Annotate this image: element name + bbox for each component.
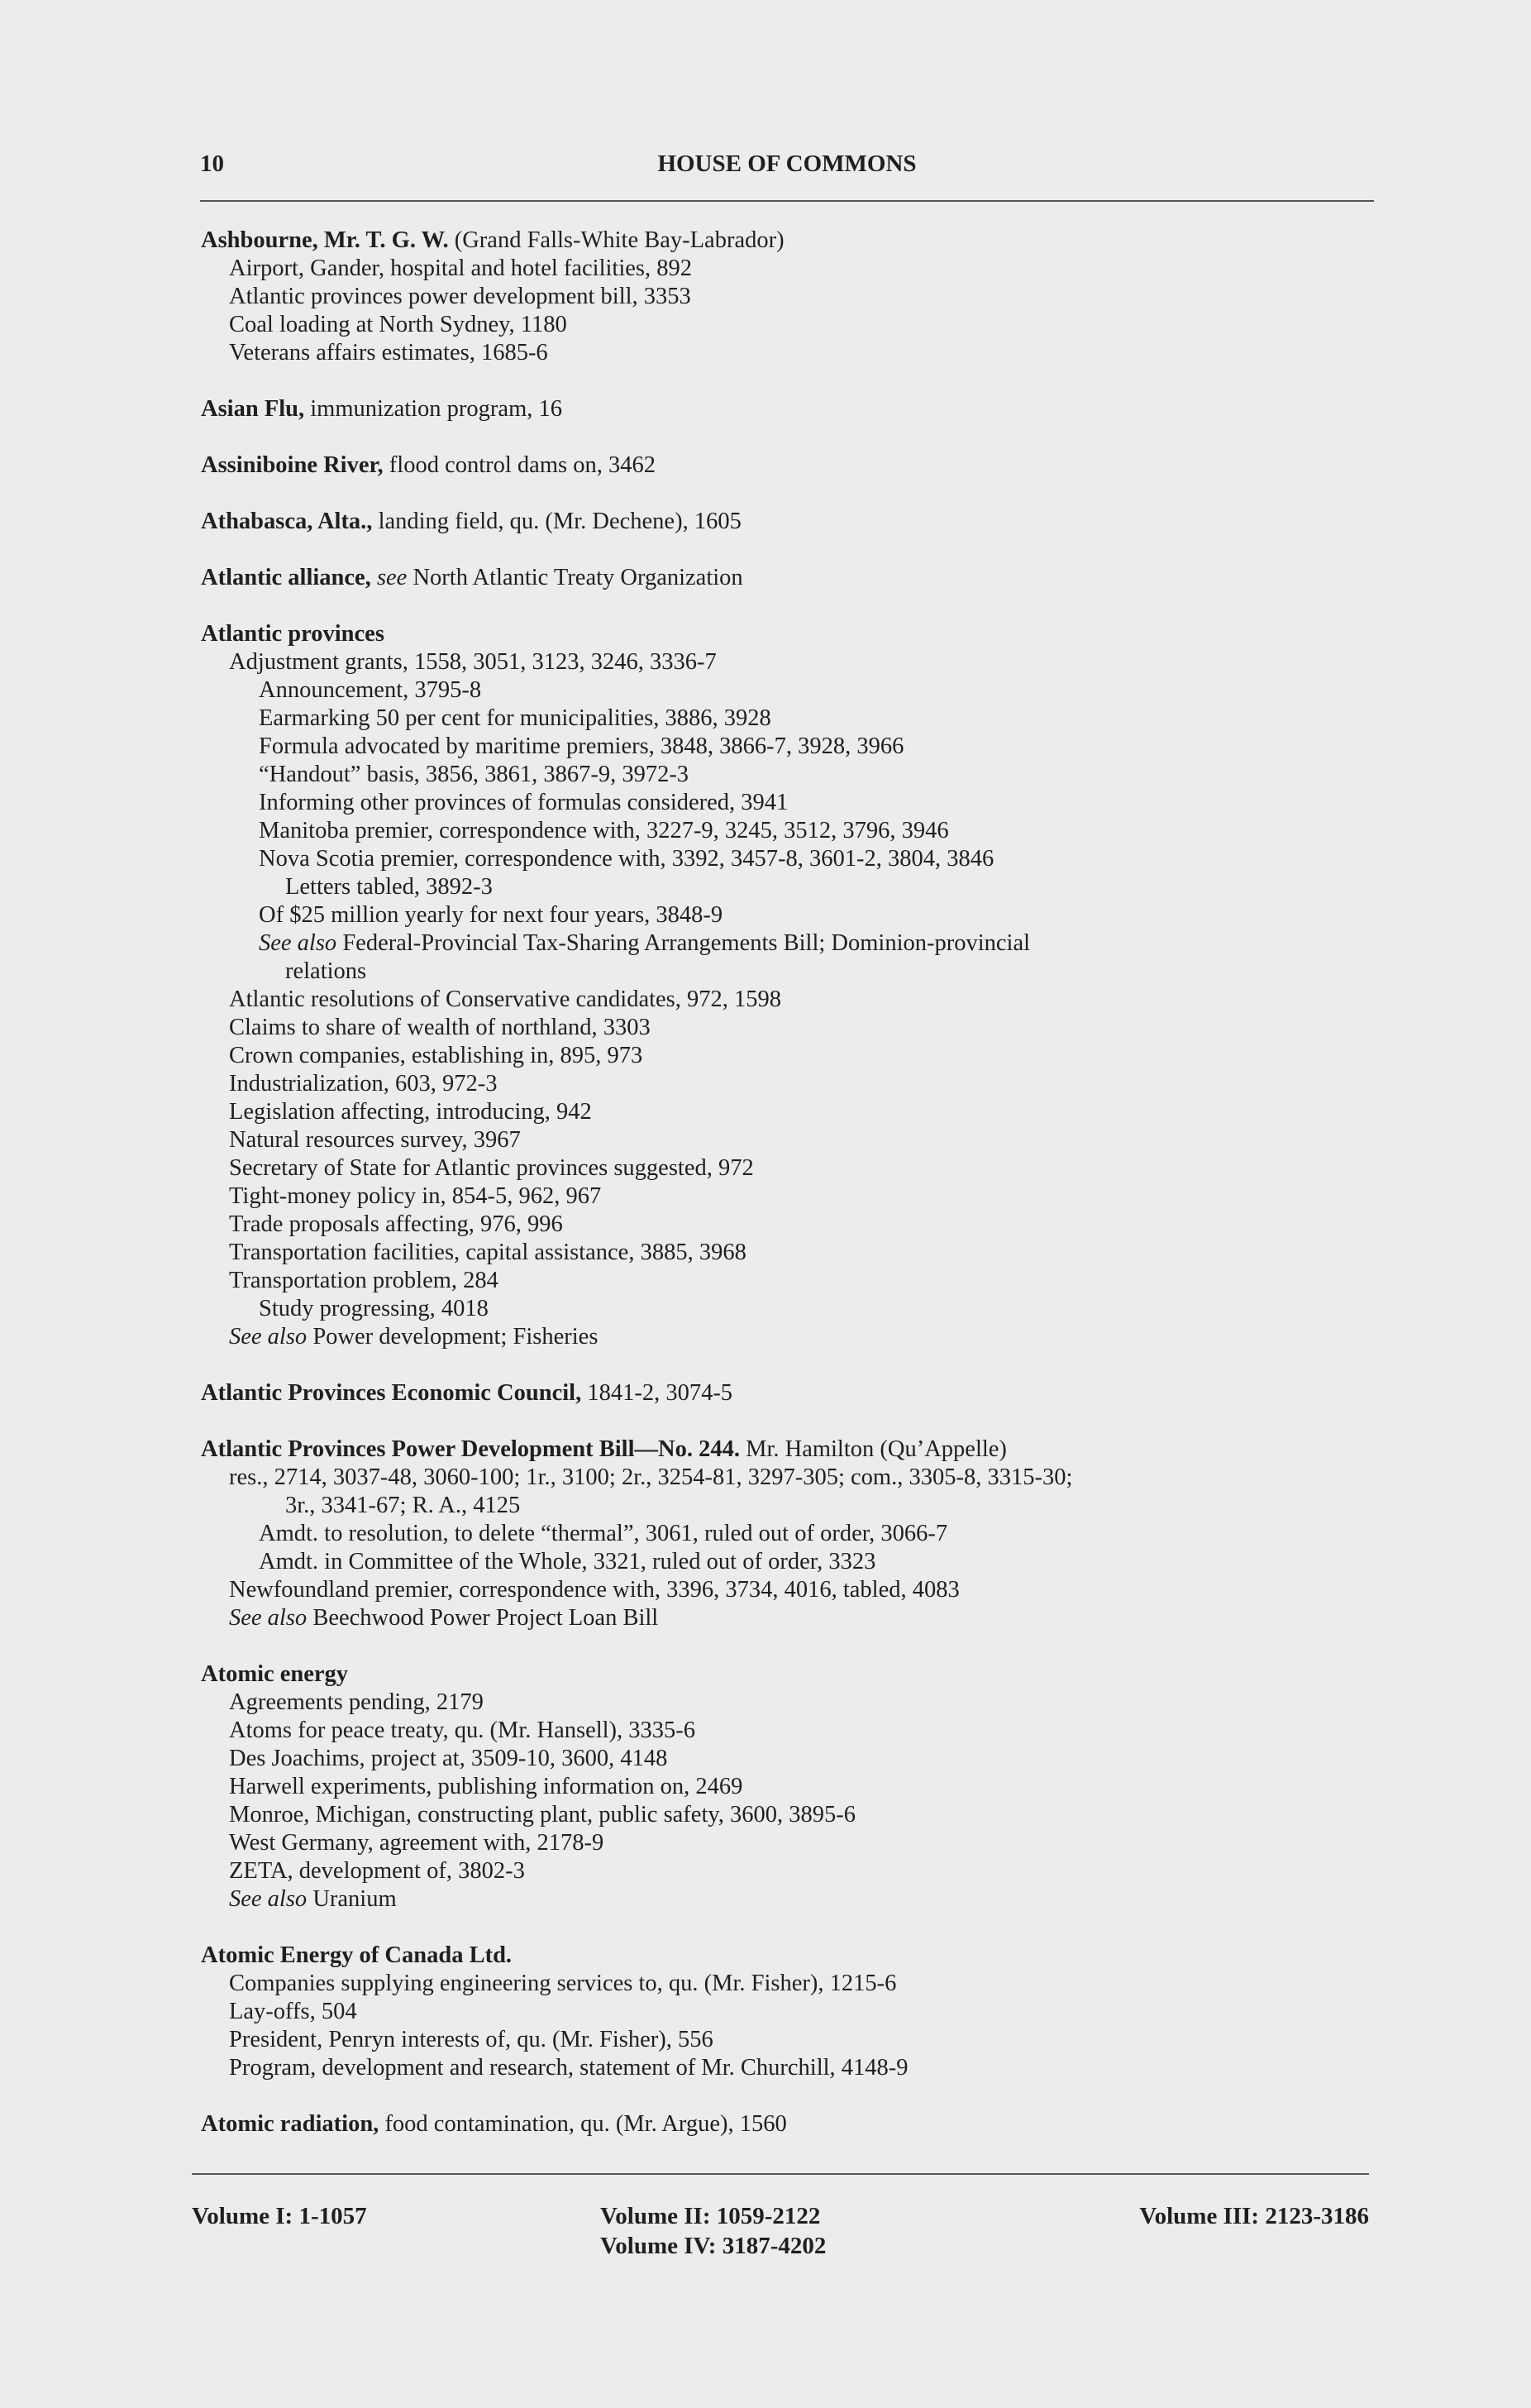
volume-1-range: Volume I: 1-1057 — [192, 2203, 367, 2229]
subentry-line — [201, 789, 1383, 817]
subentry-text: Nova Scotia premier, correspondence with, 3392, 3457-8, 3601-2, 3804, 3846 — [259, 846, 994, 872]
subentry-text: Des Joachims, project at, 3509-10, 3600, 4148 — [229, 1746, 668, 1771]
index-entry — [201, 1436, 1383, 1632]
subentry-line — [201, 2054, 1383, 2082]
entry-heading: Atomic energy — [201, 1661, 349, 1687]
entry-heading: Ashbourne, Mr. T. G. W. — [201, 227, 449, 253]
subentry-text: Amdt. to resolution, to delete “thermal”, 3061, ruled out of order, 3066-7 — [259, 1521, 948, 1546]
entry-heading-detail: flood control dams on, 3462 — [389, 452, 656, 478]
subentry-text: Crown companies, establishing in, 895, 973 — [229, 1043, 643, 1068]
see-also-line — [201, 1885, 1383, 1913]
subentry-line — [201, 283, 1383, 311]
subentry-line — [201, 1211, 1383, 1239]
subentry-text: Program, development and research, statement of Mr. Churchill, 4148-9 — [229, 2055, 909, 2081]
header-rule — [200, 200, 1374, 202]
subentry-text: Airport, Gander, hospital and hotel facilities, 892 — [229, 256, 693, 281]
subentry-line — [201, 873, 1383, 901]
subentry-text: Transportation facilities, capital assistance, 3885, 3968 — [229, 1240, 746, 1265]
subentry-line — [201, 901, 1383, 929]
subentry-text: Beechwood Power Project Loan Bill — [312, 1605, 659, 1631]
subentry-text: Manitoba premier, correspondence with, 3227-9, 3245, 3512, 3796, 3946 — [259, 818, 949, 843]
subentry-line — [201, 1098, 1383, 1126]
entry-heading: Atlantic alliance, — [201, 565, 371, 590]
subentry-line — [201, 1239, 1383, 1267]
entry-heading-line — [201, 1660, 1383, 1689]
subentry-text: Agreements pending, 2179 — [229, 1689, 484, 1715]
subentry-line — [201, 339, 1383, 367]
entry-heading-detail: North Atlantic Treaty Organization — [413, 565, 743, 590]
see-also-label: See also — [229, 1605, 308, 1631]
subentry-text: Natural resources survey, 3967 — [229, 1127, 521, 1153]
subentry-line — [201, 1014, 1383, 1042]
subentry-text: Informing other provinces of formulas considered, 3941 — [259, 790, 789, 815]
subentry-line — [201, 2026, 1383, 2054]
subentry-text: Federal-Provincial Tax-Sharing Arrangements Bill; Dominion-provincial — [342, 930, 1031, 956]
entry-heading-line — [201, 564, 1383, 592]
subentry-text: Letters tabled, 3892-3 — [285, 874, 493, 900]
entry-heading-line — [201, 1379, 1383, 1407]
subentry-text: Trade proposals affecting, 976, 996 — [229, 1211, 563, 1237]
entry-heading-line — [201, 227, 1383, 255]
see-also-line — [201, 929, 1383, 958]
subentry-line — [201, 1464, 1383, 1492]
footer-rule — [192, 2173, 1369, 2175]
subentry-text: Study progressing, 4018 — [259, 1296, 489, 1321]
subentry-text: Monroe, Michigan, constructing plant, public safety, 3600, 3895-6 — [229, 1802, 856, 1828]
subentry-line — [201, 1970, 1383, 1998]
subentry-text: relations — [285, 958, 367, 984]
subentry-text: Atoms for peace treaty, qu. (Mr. Hansell), 3335-6 — [229, 1718, 696, 1743]
subentry-text: Coal loading at North Sydney, 1180 — [229, 312, 567, 337]
running-title: HOUSE OF COMMONS — [657, 150, 917, 177]
subentry-line — [201, 986, 1383, 1014]
subentry-text: Harwell experiments, publishing information on, 2469 — [229, 1774, 743, 1799]
entry-heading: Atlantic provinces — [201, 621, 384, 647]
subentry-text: Lay-offs, 504 — [229, 1999, 357, 2024]
entry-heading-detail: 1841-2, 3074-5 — [587, 1380, 733, 1406]
subentry-text: Atlantic provinces power development bill, 3353 — [229, 284, 691, 309]
volume-4-range: Volume IV: 3187-4202 — [600, 2233, 827, 2259]
subentry-line — [201, 817, 1383, 845]
entry-heading: Atomic Energy of Canada Ltd. — [201, 1942, 513, 1968]
subentry-line — [201, 1295, 1383, 1323]
subentry-line — [201, 1126, 1383, 1154]
volume-2-4-ranges — [600, 2201, 826, 2261]
subentry-line — [201, 1689, 1383, 1717]
subentry-line — [201, 705, 1383, 733]
index-entry — [201, 452, 1383, 480]
subentry-text: Amdt. in Committee of the Whole, 3321, ruled out of order, 3323 — [259, 1549, 876, 1574]
index-entry — [201, 1379, 1383, 1407]
index-entry — [201, 2110, 1383, 2138]
subentry-text: President, Penryn interests of, qu. (Mr. Fisher), 556 — [229, 2027, 713, 2052]
entry-heading-line — [201, 620, 1383, 648]
index-entry — [201, 508, 1383, 536]
subentry-text: Announcement, 3795-8 — [259, 677, 482, 703]
subentry-line — [201, 255, 1383, 283]
subentry-line — [201, 958, 1383, 986]
subentry-text: Newfoundland premier, correspondence with, 3396, 3734, 4016, tabled, 4083 — [229, 1577, 960, 1603]
index-entry — [201, 564, 1383, 592]
volume-2-range: Volume II: 1059-2122 — [600, 2203, 821, 2229]
subentry-text: Atlantic resolutions of Conservative candidates, 972, 1598 — [229, 987, 782, 1012]
see-also-label: See also — [229, 1886, 308, 1912]
page-number: 10 — [200, 150, 224, 177]
subentry-line — [201, 1154, 1383, 1182]
subentry-line — [201, 1717, 1383, 1745]
entry-heading-detail: food contamination, qu. (Mr. Argue), 1560 — [384, 2111, 787, 2137]
subentry-line — [201, 1998, 1383, 2026]
subentry-line — [201, 1492, 1383, 1520]
see-also-line — [201, 1604, 1383, 1632]
entry-heading: Asian Flu, — [201, 396, 305, 422]
index-entry — [201, 395, 1383, 423]
subentry-line — [201, 1267, 1383, 1295]
subentry-line — [201, 1801, 1383, 1829]
subentry-line — [201, 733, 1383, 761]
subentry-line — [201, 1548, 1383, 1576]
subentry-line — [201, 1857, 1383, 1885]
index-entry — [201, 227, 1383, 367]
subentry-text: 3r., 3341-67; R. A., 4125 — [285, 1493, 521, 1518]
entry-heading: Atlantic Provinces Power Development Bill—No. 244. — [201, 1436, 740, 1462]
entry-heading: Atlantic Provinces Economic Council, — [201, 1380, 582, 1406]
subentry-text: Companies supplying engineering services to, qu. (Mr. Fisher), 1215-6 — [229, 1971, 897, 1996]
subentry-text: Industrialization, 603, 972-3 — [229, 1071, 498, 1096]
entry-heading-line — [201, 2110, 1383, 2138]
subentry-text: West Germany, agreement with, 2178-9 — [229, 1830, 604, 1856]
subentry-line — [201, 845, 1383, 873]
index-entry — [201, 1942, 1383, 2082]
subentry-line — [201, 1576, 1383, 1604]
subentry-text: Claims to share of wealth of northland, 3303 — [229, 1015, 651, 1040]
see-also-label: See also — [259, 930, 337, 956]
entry-heading: Atomic radiation, — [201, 2111, 379, 2137]
subentry-line — [201, 676, 1383, 705]
entry-heading-detail: immunization program, 16 — [310, 396, 562, 422]
subentry-text: res., 2714, 3037-48, 3060-100; 1r., 3100; 2r., 3254-81, 3297-305; com., 3305-8, 3315-30; — [229, 1464, 1073, 1490]
subentry-text: Legislation affecting, introducing, 942 — [229, 1099, 592, 1125]
subentry-text: Uranium — [312, 1886, 397, 1912]
subentry-text: Power development; Fisheries — [312, 1324, 599, 1350]
subentry-line — [201, 761, 1383, 789]
index-entry — [201, 1660, 1383, 1913]
entry-heading-line — [201, 452, 1383, 480]
volume-3-range: Volume III: 2123-3186 — [1139, 2203, 1369, 2229]
entry-heading-line — [201, 508, 1383, 536]
entry-heading-detail: (Grand Falls-White Bay-Labrador) — [454, 227, 785, 253]
subentry-line — [201, 311, 1383, 339]
see-also-line — [201, 1323, 1383, 1351]
subentry-text: ZETA, development of, 3802-3 — [229, 1858, 525, 1884]
subentry-text: “Handout” basis, 3856, 3861, 3867-9, 3972-3 — [259, 762, 689, 787]
subentry-text: Formula advocated by maritime premiers, 3848, 3866-7, 3928, 3966 — [259, 733, 904, 759]
see-also-label: See also — [229, 1324, 308, 1350]
subentry-line — [201, 648, 1383, 676]
subentry-text: Earmarking 50 per cent for municipalities, 3886, 3928 — [259, 705, 771, 731]
subentry-line — [201, 1829, 1383, 1857]
subentry-text: Tight-money policy in, 854-5, 962, 967 — [229, 1183, 602, 1209]
subentry-line — [201, 1773, 1383, 1801]
entry-heading-detail: landing field, qu. (Mr. Dechene), 1605 — [378, 509, 742, 534]
entry-heading-line — [201, 395, 1383, 423]
entry-heading: Assiniboine River, — [201, 452, 384, 478]
subentry-line — [201, 1070, 1383, 1098]
subentry-text: Of $25 million yearly for next four years, 3848-9 — [259, 902, 723, 928]
subentry-text: Adjustment grants, 1558, 3051, 3123, 3246, 3336-7 — [229, 649, 717, 675]
entry-heading-line — [201, 1436, 1383, 1464]
entry-heading: Athabasca, Alta., — [201, 509, 373, 534]
subentry-line — [201, 1182, 1383, 1211]
see-reference-label: see — [376, 565, 408, 590]
subentry-line — [201, 1520, 1383, 1548]
subentry-text: Transportation problem, 284 — [229, 1268, 498, 1293]
subentry-text: Secretary of State for Atlantic provinces suggested, 972 — [229, 1155, 754, 1181]
subentry-line — [201, 1745, 1383, 1773]
index-entry — [201, 620, 1383, 1351]
subentry-text: Veterans affairs estimates, 1685-6 — [229, 340, 548, 366]
entry-heading-line — [201, 1942, 1383, 1970]
page-header — [200, 141, 1374, 182]
index-entries — [201, 227, 1383, 2167]
entry-heading-detail: Mr. Hamilton (Qu’Appelle) — [746, 1436, 1007, 1462]
subentry-line — [201, 1042, 1383, 1070]
